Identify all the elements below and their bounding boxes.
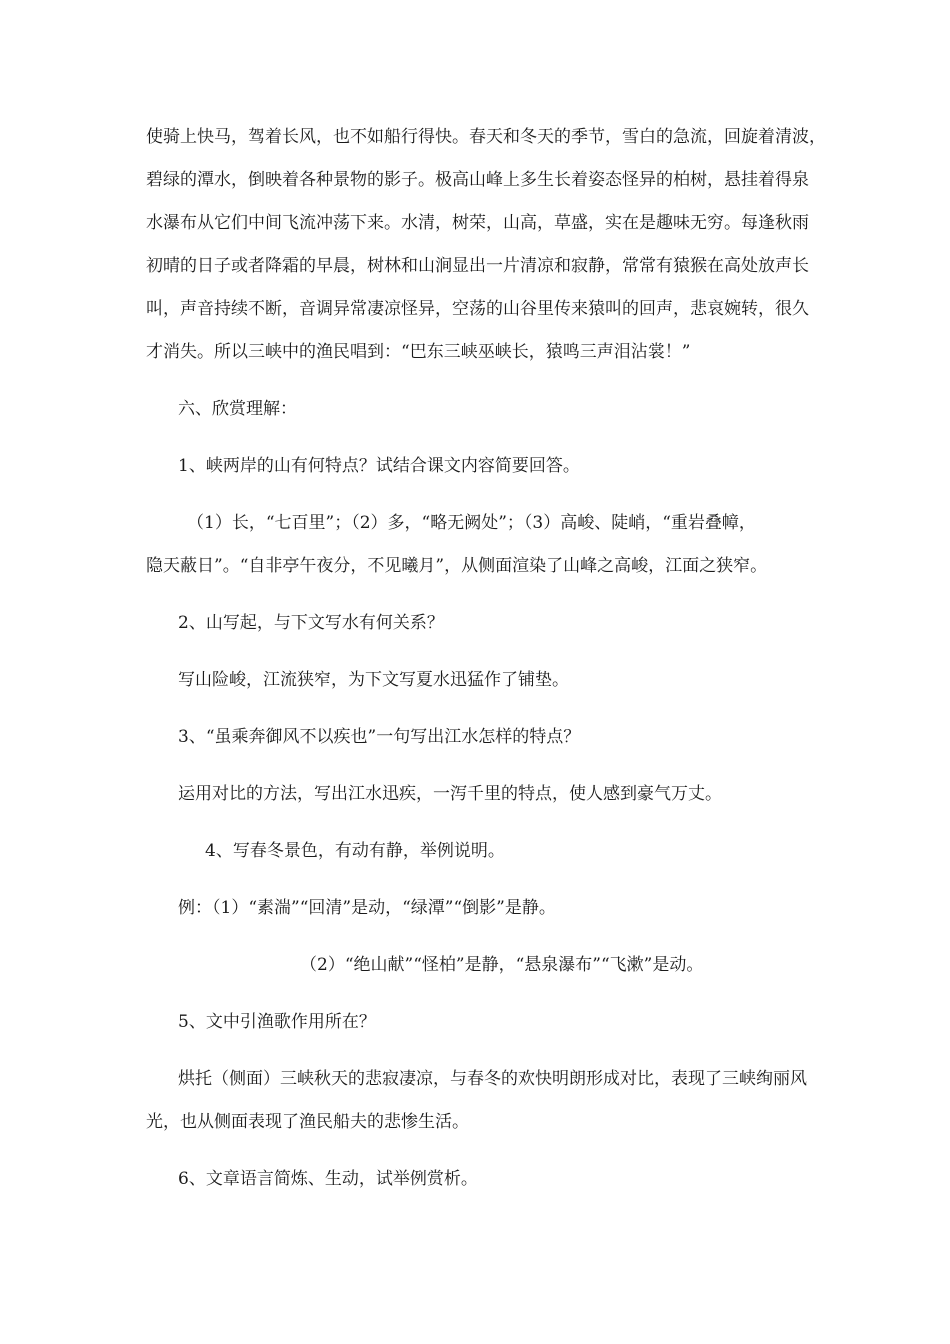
answer-5-line-1: 烘托（侧面）三峡秋天的悲寂凄凉，与春冬的欢快明朗形成对比，表现了三峡绚丽风 <box>178 1069 807 1089</box>
question-5: 5、文中引渔歌作用所在？ <box>178 1012 376 1032</box>
answer-1-line-1: （1）长，“七百里”；（2）多，“略无阙处”；（3）高峻、陡峭，“重岩叠幛， <box>187 513 756 533</box>
answer-4-line-2: （2）“绝山献”“怪柏”是静，“悬泉瀑布”“飞漱”是动。 <box>300 955 704 975</box>
translation-line-2: 碧绿的潭水，倒映着各种景物的影子。极高山峰上多生长着姿态怪异的柏树，悬挂着得泉 <box>146 170 809 190</box>
answer-1-line-2: 隐天蔽日”。“自非亭午夜分，不见曦月”，从侧面渲染了山峰之高峻，江面之狭窄。 <box>146 556 768 576</box>
question-3: 3、“虽乘奔御风不以疾也”一句写出江水怎样的特点？ <box>178 727 581 747</box>
answer-5-line-2: 光，也从侧面表现了渔民船夫的悲惨生活。 <box>146 1112 469 1132</box>
question-2: 2、山写起，与下文写水有何关系？ <box>178 613 444 633</box>
question-6: 6、文章语言简炼、生动，试举例赏析。 <box>178 1169 478 1189</box>
answer-4-line-1: 例：（1）“素湍”“回清”是动，“绿潭”“倒影”是静。 <box>178 898 556 918</box>
answer-3: 运用对比的方法，写出江水迅疾，一泻千里的特点，使人感到豪气万丈。 <box>178 784 722 804</box>
translation-line-4: 初晴的日子或者降霜的早晨，树林和山涧显出一片清凉和寂静，常常有猿猴在高处放声长 <box>146 256 809 276</box>
translation-line-3: 水瀑布从它们中间飞流冲荡下来。水清，树荣，山高，草盛，实在是趣味无穷。每逢秋雨 <box>146 213 809 233</box>
translation-line-6: 才消失。所以三峡中的渔民唱到：“巴东三峡巫峡长，猿鸣三声泪沾裳！” <box>146 342 691 362</box>
question-1: 1、峡两岸的山有何特点？试结合课文内容简要回答。 <box>178 456 580 476</box>
translation-line-5: 叫，声音持续不断，音调异常凄凉怪异，空荡的山谷里传来猿叫的回声，悲哀婉转，很久 <box>146 299 809 319</box>
section-heading: 六、欣赏理解： <box>178 399 297 419</box>
answer-2: 写山险峻，江流狭窄，为下文写夏水迅猛作了铺垫。 <box>178 670 569 690</box>
question-4: 4、写春冬景色，有动有静，举例说明。 <box>205 841 505 861</box>
translation-line-1: 使骑上快马，驾着长风，也不如船行得快。春天和冬天的季节，雪白的急流，回旋着清波， <box>146 127 826 147</box>
